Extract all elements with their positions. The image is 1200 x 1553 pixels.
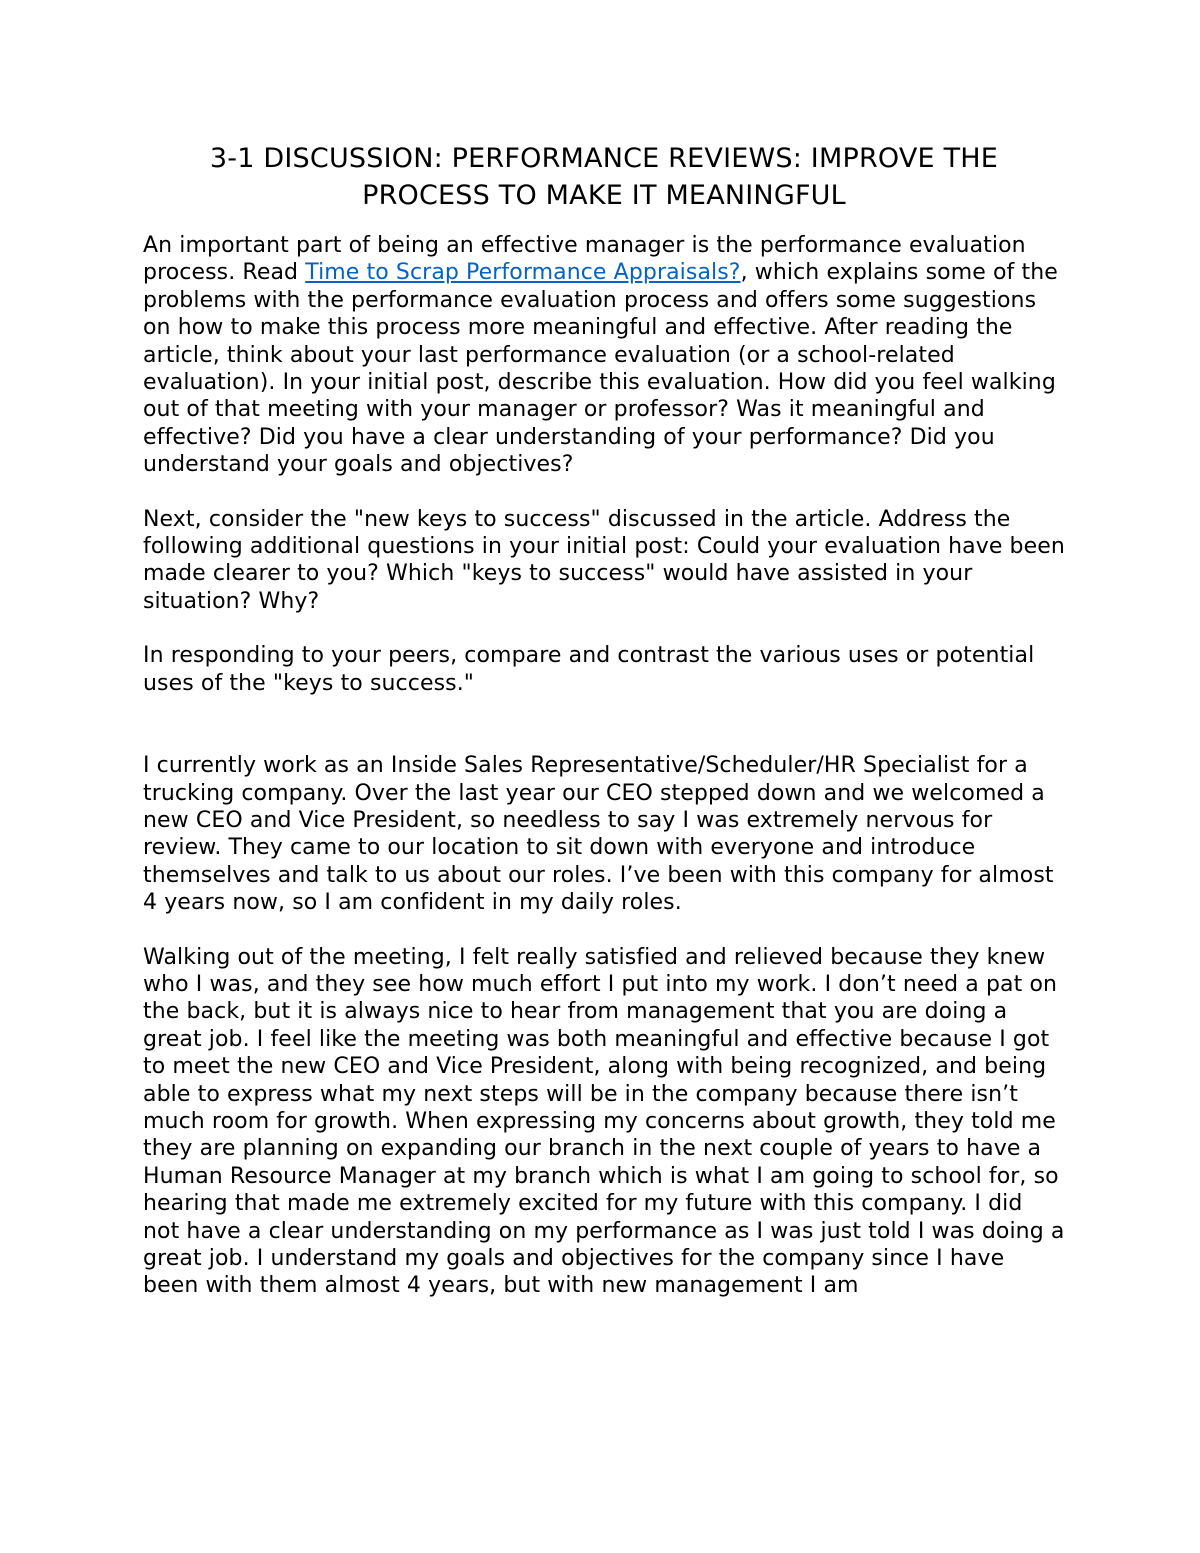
prompt-p1-text-before-link: An important part of being an effective manager is the performance evaluation process. Read xyxy=(143,233,1026,286)
document-title: 3-1 DISCUSSION: PERFORMANCE REVIEWS: IMPROVE THE PROCESS TO MAKE IT MEANINGFUL xyxy=(209,143,999,211)
prompt-p1-text-after-link: , which explains some of the problems with the performance evaluation process and offers some suggestions on how to make this process more meaningful and effective. After reading the article, think about your last performance evaluation (or a school-related evaluation). In your initial post, describe this evaluation. How did you feel walking out of that meeting with your manager or professor? Was it meaningful and effective? Did you have a clear understanding of your performance? Did you understand your goals and objectives? xyxy=(143,260,1058,478)
prompt-paragraph-2: Next, consider the "new keys to success" discussed in the article. Address the following additional questions in your initial post: Could your evaluation have been made clearer to you? Which "keys to success" would have assisted in your situation? Why? xyxy=(143,506,1065,614)
document-page xyxy=(143,140,1065,1327)
response-paragraph-1: I currently work as an Inside Sales Representative/Scheduler/HR Specialist for a trucking company. Over the last year our CEO stepped down and we welcomed a new CEO and Vice President, so needless to say I was extremely nervous for review. They came to our location to sit down with everyone and introduce themselves and talk to us about our roles. I’ve been with this company for almost 4 years now, so I am confident in my daily roles. xyxy=(143,753,1054,916)
prompt-paragraph-3: In responding to your peers, compare and contrast the various uses or potential uses of the "keys to success." xyxy=(143,643,1035,696)
article-link[interactable]: Time to Scrap Performance Appraisals? xyxy=(305,260,741,286)
prompt-paragraph-1 xyxy=(143,232,1065,479)
response-paragraph-2: Walking out of the meeting, I felt really satisfied and relieved because they knew who I was, and they see how much effort I put into my work. I don’t need a pat on the back, but it is always nice to hear from management that you are doing a great job. I feel like the meeting was both meaningful and effective because I got to meet the new CEO and Vice President, along with being recognized, and being able to express what my next steps will be in the company because there isn’t much room for growth. When expressing my concerns about growth, they told me they are planning on expanding our branch in the next couple of years to have a Human Resource Manager at my branch which is what I am going to school for, so hearing that made me extremely excited for my future with this company. I did not have a clear understanding on my performance as I was just told I was doing a great job. I understand my goals and objectives for the company since I have been with them almost 4 years, but with new management I am xyxy=(143,944,1065,1299)
